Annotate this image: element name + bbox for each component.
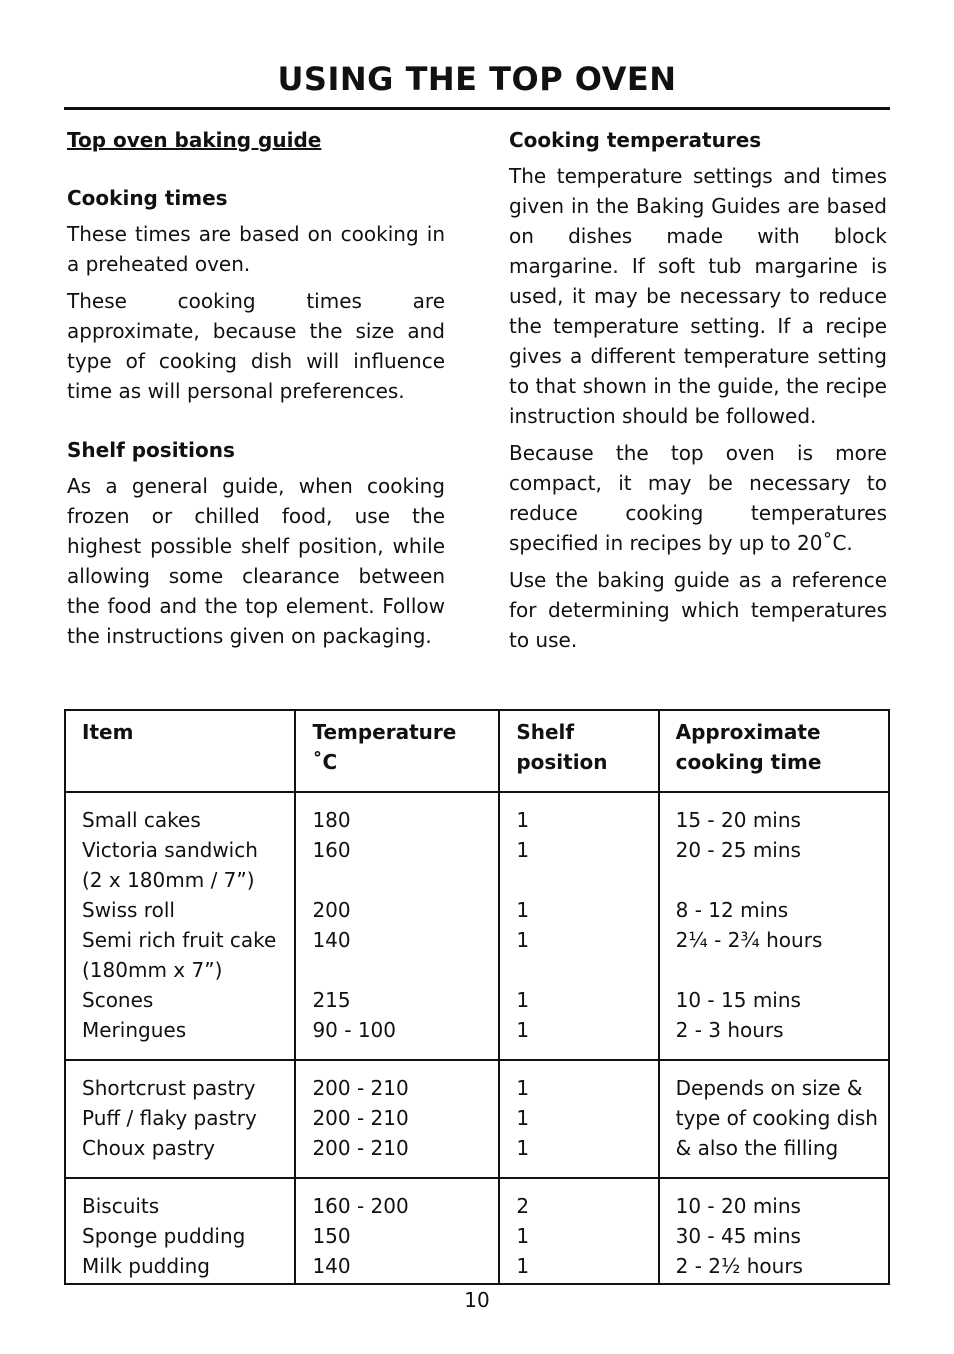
cooking-times-heading: Cooking times (67, 186, 228, 210)
time-value: 8 - 12 mins (675, 898, 789, 922)
cell-shelf (499, 1178, 658, 1284)
shelf-value: 1 (516, 808, 530, 832)
cooking-times-paragraph-2: These cooking times are approximate, because the size and type of cooking dish will influence time as will personal preferences. (67, 289, 445, 403)
header-shelf-label-2: position (516, 750, 608, 774)
shelf-value: 1 (516, 928, 530, 952)
baking-guide-heading: Top oven baking guide (67, 128, 322, 152)
shelf-value (516, 955, 647, 985)
cooking-times-paragraph-1: These times are based on cooking in a preheated oven. (67, 222, 445, 276)
baking-guide-table (64, 709, 890, 1285)
temperature-value: 200 - 210 (312, 1076, 409, 1100)
shelf-value: 1 (516, 1224, 530, 1248)
time-value (676, 865, 878, 895)
header-temperature (295, 710, 499, 792)
time-value: 10 - 15 mins (675, 988, 801, 1012)
time-value: 20 - 25 mins (675, 838, 801, 862)
header-item-label: Item (82, 720, 134, 744)
item-value: Meringues (82, 1018, 187, 1042)
item-value: Victoria sandwich (82, 838, 258, 862)
header-time-label-1: Approximate (675, 720, 821, 744)
item-value: (2 x 180mm / 7”) (82, 868, 255, 892)
cell-item (65, 792, 295, 1060)
shelf-value: 1 (516, 1106, 530, 1130)
temperature-value: 200 - 210 (312, 1136, 409, 1160)
table-row (65, 792, 889, 1060)
temperature-value: 200 (312, 898, 351, 922)
time-value: 2 - 2½ hours (675, 1254, 803, 1278)
cell-time (659, 1178, 889, 1284)
item-value: Choux pastry (82, 1136, 216, 1160)
temperature-value: 200 - 210 (312, 1106, 409, 1130)
temperature-value: 160 (312, 838, 351, 862)
header-item (65, 710, 295, 792)
page-number: 10 (464, 1288, 490, 1312)
shelf-value: 1 (516, 838, 530, 862)
shelf-positions-heading: Shelf positions (67, 438, 235, 462)
shelf-value: 1 (516, 1076, 530, 1100)
temperature-value (312, 955, 488, 985)
header-time-label-2: cooking time (675, 750, 822, 774)
shelf-value: 1 (516, 898, 530, 922)
cell-temperature (295, 792, 499, 1060)
shelf-value: 1 (516, 1018, 530, 1042)
time-value: 10 - 20 mins (675, 1194, 801, 1218)
cell-time (659, 792, 889, 1060)
title-divider (64, 107, 890, 110)
cell-temperature (295, 1178, 499, 1284)
temperature-value (312, 865, 488, 895)
temperature-value: 180 (312, 808, 351, 832)
left-column (67, 125, 445, 658)
shelf-value: 2 (516, 1194, 530, 1218)
cooking-temperatures-heading: Cooking temperatures (509, 128, 762, 152)
page-title: USING THE TOP OVEN (277, 60, 677, 98)
header-shelf-label-1: Shelf (516, 720, 575, 744)
cell-shelf (499, 792, 658, 1060)
time-value: type of cooking dish (675, 1106, 878, 1130)
item-value: Biscuits (82, 1194, 160, 1218)
cell-item (65, 1178, 295, 1284)
cell-item (65, 1060, 295, 1178)
temperature-value: 150 (312, 1224, 351, 1248)
header-temperature-label: Temperature (312, 720, 457, 744)
temperature-value: 160 - 200 (312, 1194, 409, 1218)
header-temperature-unit: ˚C (312, 750, 338, 774)
time-value: 30 - 45 mins (675, 1224, 801, 1248)
item-value: Scones (82, 988, 154, 1012)
time-value: & also the filling (675, 1136, 839, 1160)
right-column (509, 125, 887, 662)
temperature-value: 140 (312, 928, 351, 952)
cooking-temperatures-paragraph-1: The temperature settings and times given in the Baking Guides are based on dishes made with block margarine. If soft tub margarine is used, it may be necessary to reduce the temperature setting. If a recipe gives a different temperature setting to that shown in the guide, the recipe instruction should be followed. (509, 164, 887, 428)
header-time (659, 710, 889, 792)
table-row (65, 1178, 889, 1284)
time-value: 2 - 3 hours (675, 1018, 784, 1042)
cooking-temperatures-paragraph-3: Use the baking guide as a reference for determining which temperatures to use. (509, 568, 887, 652)
temperature-value: 215 (312, 988, 351, 1012)
shelf-value: 1 (516, 1136, 530, 1160)
shelf-positions-paragraph: As a general guide, when cooking frozen or chilled food, use the highest possible shelf position, while allowing some clearance between the food and the top element. Follow the instructions given on packaging. (67, 474, 445, 648)
header-shelf (499, 710, 658, 792)
item-value: Sponge pudding (82, 1224, 246, 1248)
item-value: Milk pudding (82, 1254, 210, 1278)
item-value: Small cakes (82, 808, 201, 832)
time-value: Depends on size & (675, 1076, 863, 1100)
item-value: Semi rich fruit cake (82, 928, 277, 952)
table-row (65, 1060, 889, 1178)
item-value: Shortcrust pastry (82, 1076, 256, 1100)
cell-time (659, 1060, 889, 1178)
shelf-value (516, 865, 647, 895)
item-value: Puff / flaky pastry (82, 1106, 257, 1130)
table-header-row (65, 710, 889, 792)
time-value: 2¼ - 2¾ hours (675, 928, 823, 952)
item-value: (180mm x 7”) (82, 958, 223, 982)
shelf-value: 1 (516, 988, 530, 1012)
cell-shelf (499, 1060, 658, 1178)
cooking-temperatures-paragraph-2: Because the top oven is more compact, it may be necessary to reduce cooking temperatures specified in recipes by up to 20˚C. (509, 441, 887, 555)
temperature-value: 90 - 100 (312, 1018, 397, 1042)
temperature-value: 140 (312, 1254, 351, 1278)
time-value (676, 955, 878, 985)
shelf-value: 1 (516, 1254, 530, 1278)
time-value: 15 - 20 mins (675, 808, 801, 832)
item-value: Swiss roll (82, 898, 175, 922)
cell-temperature (295, 1060, 499, 1178)
